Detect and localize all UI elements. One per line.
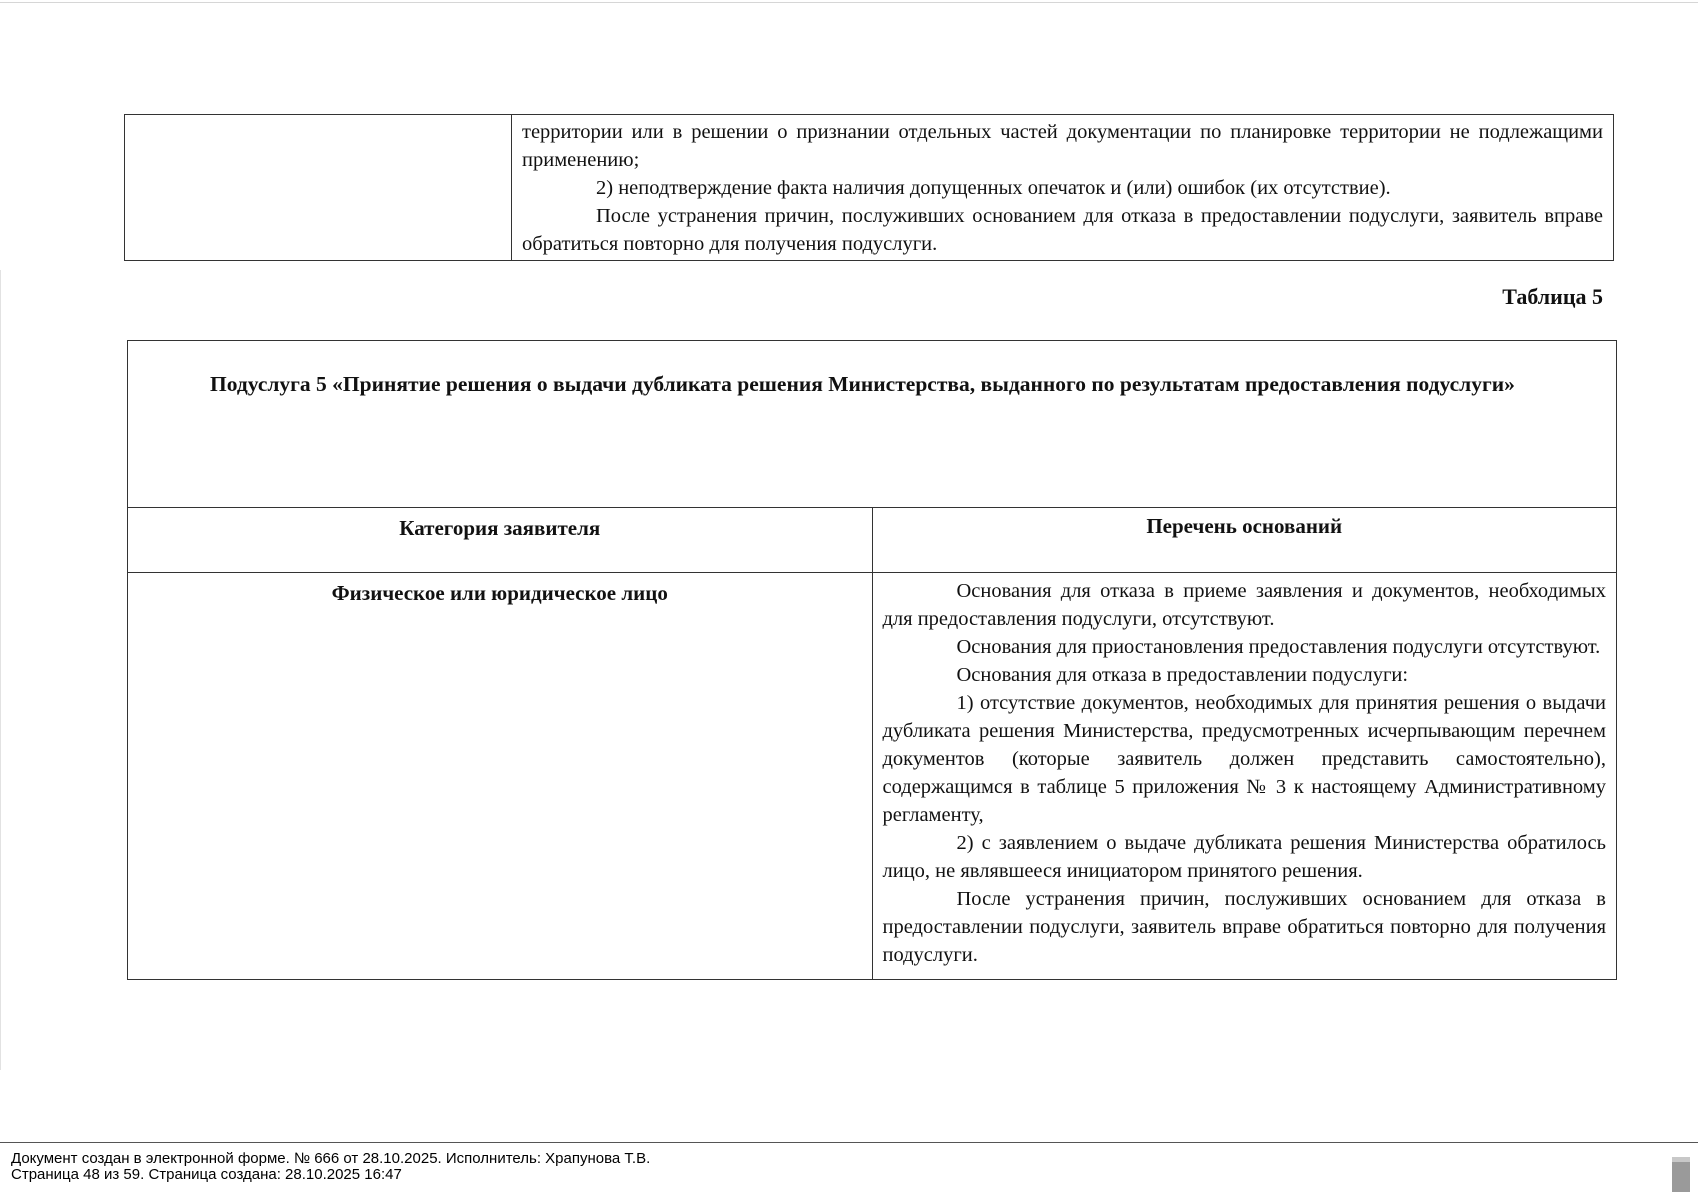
table-title-row <box>128 341 1617 508</box>
table-caption: Таблица 5 <box>1502 284 1603 309</box>
subservice-table <box>127 340 1617 980</box>
scan-edge-left <box>0 270 1 1070</box>
basis-paragraph: После устранения причин, послуживших основанием для отказа в предоставлении подуслуги, заявитель вправе обратиться повторно для получения подуслуги. <box>882 888 1606 966</box>
basis-paragraph: Основания для отказа в приеме заявления и документов, необходимых для предоставления подуслуги, отсутствуют. <box>882 580 1606 630</box>
header-category: Категория заявителя <box>128 508 873 573</box>
table-header-row <box>128 508 1617 573</box>
basis-cell <box>872 573 1617 980</box>
category-cell <box>125 115 512 261</box>
basis-paragraph: 2) с заявлением о выдаче дубликата решения Министерства обратилось лицо, не являвшееся инициатором принятого решения. <box>882 832 1606 882</box>
scan-edge-top <box>0 2 1698 3</box>
table-title: Подуслуга 5 «Принятие решения о выдачи дубликата решения Министерства, выданного по результатам предоставления подуслуги» <box>210 372 1515 396</box>
basis-paragraph: территории или в решении о признании отдельных частей документации по планировке территории не подлежащими применению; <box>522 121 1603 171</box>
basis-cell <box>512 115 1614 261</box>
crest-stamp-icon <box>1672 1157 1690 1192</box>
basis-paragraph: 1) отсутствие документов, необходимых для принятия решения о выдачи дубликата решения Министерства, предусмотренных исчерпывающим перечнем документов (которые заявитель должен представить самостоятельно), содержащимся в таблице 5 приложения № 3 к настоящему Административному регламенту, <box>882 692 1606 826</box>
basis-paragraph: После устранения причин, послуживших основанием для отказа в предоставлении подуслуги, заявитель вправе обратиться повторно для получения подуслуги. <box>522 205 1603 255</box>
footer-document-info: Документ создан в электронной форме. № 666 от 28.10.2025. Исполнитель: Храпунова Т.В. <box>11 1150 651 1167</box>
basis-paragraph: Основания для приостановления предоставления подуслуги отсутствуют. <box>956 636 1601 658</box>
category-cell: Физическое или юридическое лицо <box>128 573 873 980</box>
table-row <box>125 115 1614 261</box>
continuation-table <box>124 114 1614 261</box>
basis-paragraph: Основания для отказа в предоставлении подуслуги: <box>956 664 1409 686</box>
basis-paragraph: 2) неподтверждение факта наличия допущенных опечаток и (или) ошибок (их отсутствие). <box>596 177 1391 199</box>
document-footer <box>0 1142 1698 1201</box>
table-row <box>128 573 1617 980</box>
table-title-cell <box>128 341 1617 508</box>
header-basis: Перечень оснований <box>872 508 1617 573</box>
footer-page-info: Страница 48 из 59. Страница создана: 28.10.2025 16:47 <box>11 1166 402 1183</box>
